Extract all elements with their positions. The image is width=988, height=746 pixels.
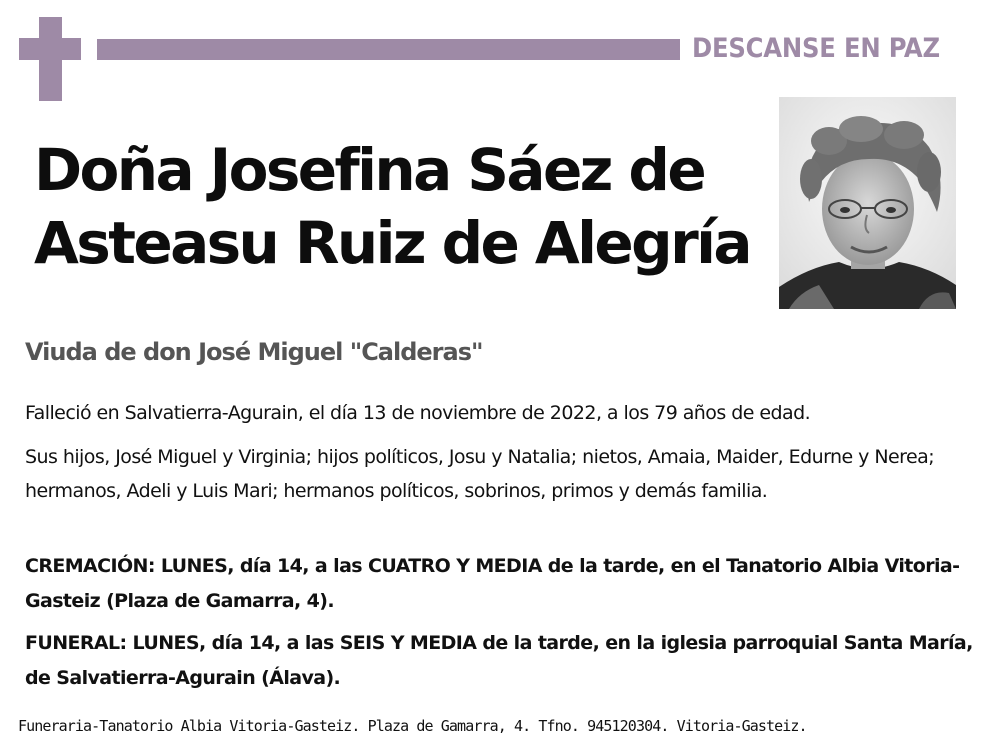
deceased-subtitle: Viuda de don José Miguel "Calderas" — [25, 338, 483, 366]
portrait-photo-graphic — [779, 97, 956, 309]
cremation-paragraph: CREMACIÓN: LUNES, día 14, a las CUATRO Y MEDIA de la tarde, en el Tanatorio Albia Vitoria-Gasteiz (Plaza de Gamarra, 4). — [25, 555, 960, 612]
footer-text: Funeraria-Tanatorio Albia Vitoria-Gasteiz. Plaza de Gamarra, 4. Tfno. 945120304. Vitoria-Gasteiz. — [18, 717, 807, 735]
cross-horizontal-bar — [19, 38, 81, 60]
header-divider — [97, 39, 680, 60]
portrait-photo — [779, 97, 956, 309]
family-paragraph: Sus hijos, José Miguel y Virginia; hijos políticos, Josu y Natalia; nietos, Amaia, Maider, Edurne y Nerea; hermanos, Adeli y Luis Mari; hermanos políticos, sobrinos, primos y demás familia. — [25, 446, 935, 502]
funeral-paragraph: FUNERAL: LUNES, día 14, a las SEIS Y MEDIA de la tarde, en la iglesia parroquial Santa María, de Salvatierra-Agurain (Álava). — [25, 632, 973, 689]
deceased-name: Doña Josefina Sáez de Asteasu Ruiz de Alegría — [34, 136, 750, 277]
death-paragraph: Falleció en Salvatierra-Agurain, el día 13 de noviembre de 2022, a los 79 años de edad. — [25, 402, 811, 424]
header-label: DESCANSE EN PAZ — [692, 33, 940, 64]
